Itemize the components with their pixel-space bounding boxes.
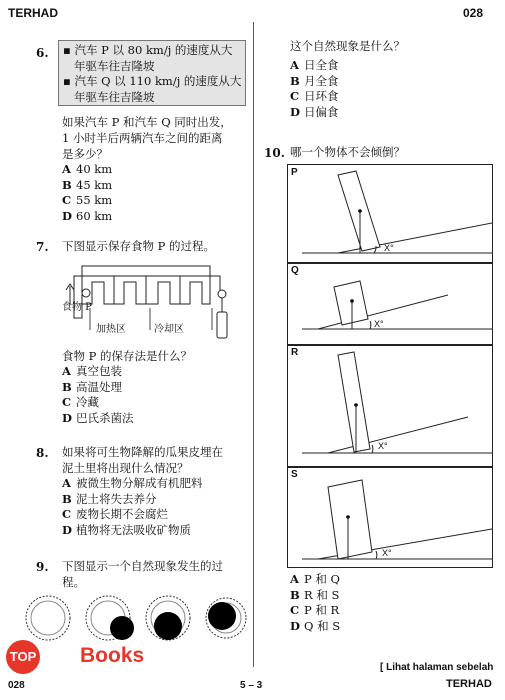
q7-option-a[interactable]: A 真空包装	[62, 364, 122, 378]
column-divider	[253, 22, 254, 667]
q10-option-b[interactable]: B R 和 S	[290, 587, 340, 602]
q7-number: 7.	[36, 240, 49, 254]
moon-stage-4	[208, 602, 236, 630]
moon-stage-2	[110, 616, 134, 640]
q10-option-c[interactable]: C P 和 R	[290, 603, 340, 617]
q10-panel-p[interactable]: P X°	[287, 164, 493, 264]
q10-option-d[interactable]: D Q 和 S	[290, 618, 341, 633]
q6-stem: 如果汽车 P 和汽车 Q 同时出发， 1 小时半后两辆汽车之间的距离 是多少？	[62, 115, 232, 161]
bottle-icon	[217, 312, 227, 338]
logo-badge: TOP	[6, 640, 40, 674]
object-block	[334, 281, 368, 325]
footer-page-number: 5 – 3	[240, 680, 263, 691]
q7-question: 食物 P 的保存法是什么？	[62, 349, 193, 363]
q7-label-cool: 冷却区	[154, 324, 184, 335]
q7-label-heat: 加热区	[96, 324, 126, 335]
top-pipe	[82, 266, 210, 276]
cooling-coil-1	[146, 276, 180, 304]
q10-panel-s[interactable]: S X°	[287, 466, 493, 568]
q6-info-box	[58, 40, 246, 106]
q9-options	[290, 58, 339, 120]
q10-number: 10.	[264, 146, 285, 160]
header-left-label: TERHAD	[8, 6, 58, 20]
footer-restricted-label: TERHAD	[446, 678, 492, 690]
q6-option-b[interactable]: B 45 km	[62, 177, 113, 192]
q10-option-a[interactable]: A P 和 Q	[290, 572, 340, 586]
q7-label-food: 食物 P	[62, 302, 92, 313]
q9-number: 9.	[36, 560, 49, 574]
q6-number: 6.	[36, 46, 49, 60]
q6-options	[62, 162, 112, 224]
q6-bullet-2: ▪ 汽车 Q 以 110 km/j 的速度从大 年驱车往吉隆坡	[63, 74, 242, 104]
logo-text: Books	[80, 644, 145, 667]
q10-stem: 哪一个物体不会倾倒？	[290, 145, 405, 159]
q7-option-c[interactable]: C 冷藏	[62, 395, 99, 409]
object-block	[338, 352, 370, 452]
moon-stage-3	[154, 612, 182, 640]
bullet-icon: ▪	[63, 74, 71, 88]
q8-options	[62, 476, 203, 538]
q7-option-d[interactable]: D 巴氏杀菌法	[62, 410, 134, 425]
q10-options	[290, 572, 340, 634]
q8-option-d[interactable]: D 植物将无法吸收矿物质	[62, 522, 191, 537]
q9-option-c[interactable]: C 日环食	[290, 89, 339, 103]
footer-next-page-note: [ Lihat halaman sebelah	[380, 662, 494, 673]
heating-coil-2	[114, 276, 146, 304]
q6-option-a[interactable]: A 40 km	[62, 162, 113, 176]
q8-stem: 如果将可生物降解的瓜果皮埋在 泥土里将出现什么情况？	[62, 445, 223, 475]
q9-option-a[interactable]: A 日全食	[290, 58, 339, 72]
footer-code: 028	[8, 680, 25, 691]
q6-option-d[interactable]: D 60 km	[62, 208, 113, 223]
object-block	[328, 480, 372, 559]
q10-panel-r[interactable]: R X°	[287, 344, 493, 468]
q10-panel-q[interactable]: Q X°	[287, 262, 493, 346]
pump-icon	[82, 289, 90, 297]
q9-option-b[interactable]: B 月全食	[290, 73, 339, 88]
valve-icon	[218, 290, 226, 298]
q7-option-b[interactable]: B 高温处理	[62, 379, 122, 394]
q9-stem: 下图显示一个自然现象发生的过 程。	[62, 559, 223, 589]
q8-option-a[interactable]: A 被微生物分解成有机肥料	[62, 476, 203, 490]
q7-options	[62, 364, 134, 426]
q8-number: 8.	[36, 446, 49, 460]
eclipse-sequence-diagram	[14, 592, 248, 648]
bullet-icon: ▪	[63, 43, 71, 57]
cooling-coil-2	[180, 276, 210, 304]
header-page-code: 028	[463, 6, 484, 20]
q9-question: 这个自然现象是什么？	[290, 39, 405, 53]
q8-option-b[interactable]: B 泥土将失去养分	[62, 491, 157, 506]
q7-stem: 下图显示保存食物 P 的过程。	[62, 239, 216, 253]
q9-option-d[interactable]: D 日偏食	[290, 104, 339, 119]
q6-bullet-1: ▪ 汽车 P 以 80 km/j 的速度从大 年驱车往吉隆坡	[63, 43, 233, 73]
q8-option-c[interactable]: C 废物长期不会腐烂	[62, 507, 168, 521]
q6-option-c[interactable]: C 55 km	[62, 193, 113, 207]
